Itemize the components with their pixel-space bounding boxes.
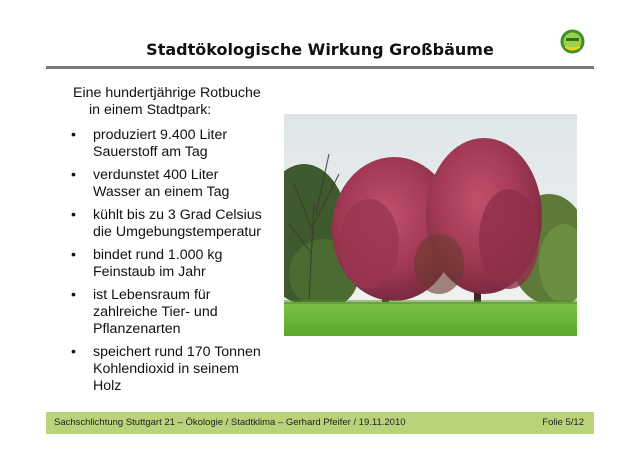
list-item-line: Wasser an einem Tag xyxy=(93,184,230,200)
list-item-line: produziert 9.400 Liter xyxy=(93,127,228,143)
title-divider xyxy=(46,66,594,69)
page-title: Stadtökologische Wirkung Großbäume xyxy=(146,40,494,59)
fact-list xyxy=(60,127,280,401)
intro-line: in einem Stadtpark: xyxy=(89,102,212,118)
intro-text xyxy=(73,85,261,119)
list-item xyxy=(60,247,280,281)
list-item-line: Sauerstoff am Tag xyxy=(93,144,208,160)
list-item-line: die Umgebungstemperatur xyxy=(93,224,261,240)
list-item-line: Pflanzenarten xyxy=(93,321,181,337)
bullet-icon: • xyxy=(71,207,76,223)
list-item-line: Feinstaub im Jahr xyxy=(93,264,206,280)
list-item xyxy=(60,287,280,338)
intro-line: Eine hundertjährige Rotbuche xyxy=(73,85,261,101)
list-item xyxy=(60,207,280,241)
bullet-icon: • xyxy=(71,167,76,183)
list-item-line: kühlt bis zu 3 Grad Celsius xyxy=(93,207,262,223)
bullet-icon: • xyxy=(71,287,76,303)
list-item-line: Kohlendioxid in seinem xyxy=(93,361,239,377)
list-item-line: bindet rund 1.000 kg xyxy=(93,247,223,263)
footer-bar xyxy=(46,412,594,434)
list-item xyxy=(60,127,280,161)
list-item-line: speichert rund 170 Tonnen xyxy=(93,344,261,360)
list-item xyxy=(60,344,280,395)
footer-source: Sachschlichtung Stuttgart 21 – Ökologie / Stadtklima – Gerhard Pfeifer / 19.11.2010 xyxy=(54,417,406,428)
list-item xyxy=(60,167,280,201)
list-item-line: Holz xyxy=(93,378,122,394)
park-photo xyxy=(284,114,577,336)
bullet-icon: • xyxy=(71,344,76,360)
list-item-line: verdunstet 400 Liter xyxy=(93,167,219,183)
slide-number: Folie 5/12 xyxy=(542,417,584,428)
list-item-line: ist Lebensraum für xyxy=(93,287,211,303)
bullet-icon: • xyxy=(71,127,76,143)
bullet-icon: • xyxy=(71,247,76,263)
list-item-line: zahlreiche Tier- und xyxy=(93,304,218,320)
